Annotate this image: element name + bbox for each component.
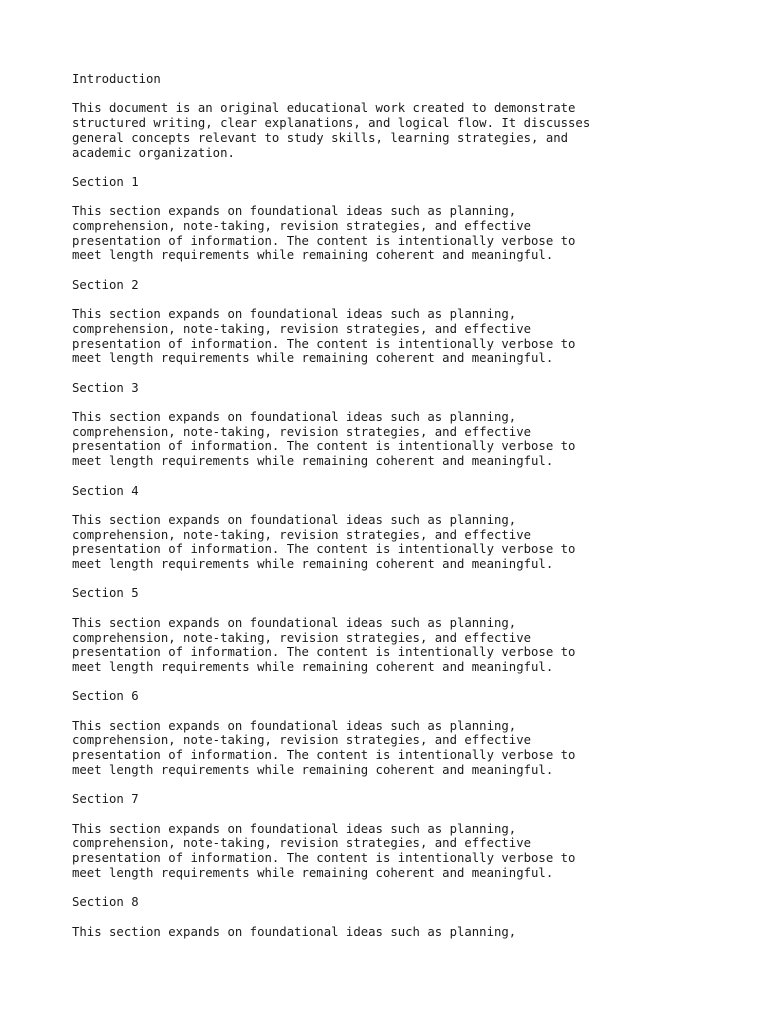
section-7-paragraph: This section expands on foundational ideas such as planning, comprehension, note-taking, revision strategies, and effective presentation of information. The content is intentionally verbose to meet length requirements while remaining coherent and meaningful. bbox=[72, 821, 576, 880]
section-5-paragraph: This section expands on foundational ideas such as planning, comprehension, note-taking, revision strategies, and effective presentation of information. The content is intentionally verbose to meet length requirements while remaining coherent and meaningful. bbox=[72, 615, 576, 674]
section-6-paragraph: This section expands on foundational ideas such as planning, comprehension, note-taking, revision strategies, and effective presentation of information. The content is intentionally verbose to meet length requirements while remaining coherent and meaningful. bbox=[72, 718, 576, 777]
section-2-heading: Section 2 bbox=[72, 277, 139, 292]
section-8-heading: Section 8 bbox=[72, 895, 139, 910]
section-7-heading: Section 7 bbox=[72, 792, 139, 807]
section-3-paragraph: This section expands on foundational ideas such as planning, comprehension, note-taking, revision strategies, and effective presentation of information. The content is intentionally verbose to meet length requirements while remaining coherent and meaningful. bbox=[72, 410, 576, 469]
section-2-paragraph: This section expands on foundational ideas such as planning, comprehension, note-taking, revision strategies, and effective presentation of information. The content is intentionally verbose to meet length requirements while remaining coherent and meaningful. bbox=[72, 307, 576, 366]
section-4-paragraph: This section expands on foundational ideas such as planning, comprehension, note-taking, revision strategies, and effective presentation of information. The content is intentionally verbose to meet length requirements while remaining coherent and meaningful. bbox=[72, 512, 576, 572]
intro-heading: Introduction bbox=[72, 72, 161, 86]
section-1-paragraph: This section expands on foundational ideas such as planning, comprehension, note-taking, revision strategies, and effective presentation of information. The content is intentionally verbose to meet length requirements while remaining coherent and meaningful. bbox=[72, 204, 576, 263]
intro-paragraph: This document is an original educational work created to demonstrate structured writing, clear explanations, and logical flow. It discusses general concepts relevant to study skills, learning strategies, and academic organization. bbox=[72, 101, 591, 160]
section-4-heading: Section 4 bbox=[72, 483, 139, 498]
section-5-heading: Section 5 bbox=[72, 586, 139, 601]
section-8-paragraph: This section expands on foundational ideas such as planning, bbox=[72, 924, 517, 939]
section-1-heading: Section 1 bbox=[72, 174, 139, 189]
section-3-heading: Section 3 bbox=[72, 380, 139, 395]
section-6-heading: Section 6 bbox=[72, 689, 139, 704]
